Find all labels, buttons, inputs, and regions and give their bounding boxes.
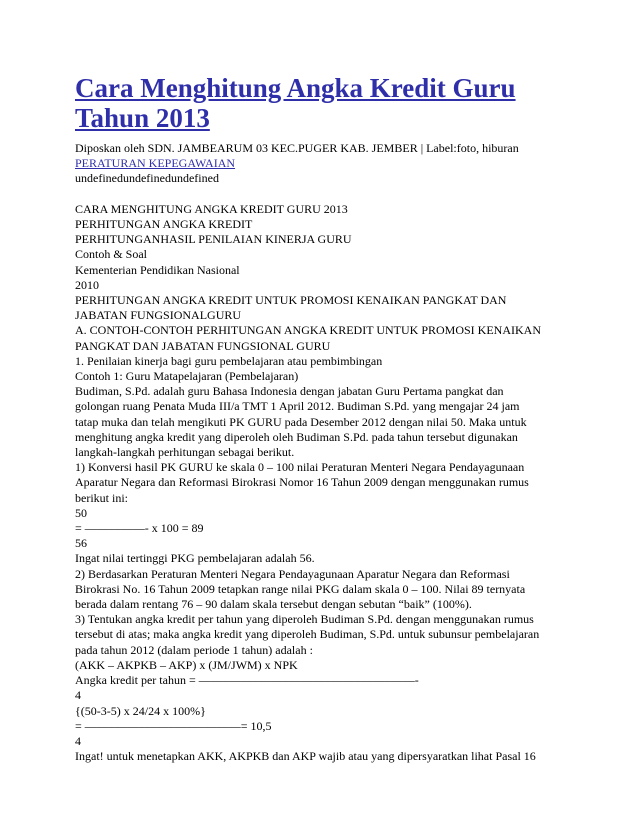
content-line: 50	[75, 505, 87, 520]
content-line: 4	[75, 688, 81, 703]
content-line: Contoh & Soal	[75, 247, 148, 262]
content-line: Contoh 1: Guru Matapelajaran (Pembelajaran)	[75, 369, 299, 384]
content-line: A. CONTOH-CONTOH PERHITUNGAN ANGKA KREDIT UNTUK PROMOSI KENAIKAN	[75, 323, 542, 338]
content-line: Budiman, S.Pd. adalah guru Bahasa Indonesia dengan jabatan Guru Pertama pangkat dan	[75, 384, 504, 399]
content-line: Angka kredit per tahun = ——–——–——–———–——–——–——-	[75, 673, 419, 688]
content-line: PERHITUNGAN ANGKA KREDIT	[75, 217, 253, 231]
content-line: JABATAN FUNGSIONALGURU	[75, 308, 242, 323]
content-line: = ——––——- x 100 = 89	[75, 521, 204, 536]
content-line: 56	[75, 536, 87, 551]
content-line: Birokrasi No. 16 Tahun 2009 tetapkan range nilai PKG dalam skala 0 – 100. Nilai 89 ternyata	[75, 581, 526, 596]
blog-post	[75, 73, 575, 764]
spacer	[75, 187, 575, 202]
content-line: PANGKAT DAN JABATAN FUNGSIONAL GURU	[75, 338, 331, 353]
content-line: golongan ruang Penata Muda III/a TMT 1 April 2012. Budiman S.Pd. yang mengajar 24 jam	[75, 399, 520, 414]
content-line: pada tahun 2012 (dalam periode 1 tahun) adalah :	[75, 642, 313, 657]
post-body	[75, 141, 575, 764]
content-line: 2) Berdasarkan Peraturan Menteri Negara Pendayagunaan Aparatur Negara dan Reformasi	[75, 566, 510, 581]
content-line: Ingat nilai tertinggi PKG pembelajaran adalah 56.	[75, 551, 315, 566]
content-line: {(50-3-5) x 24/24 x 100%}	[75, 703, 206, 718]
content-line: PERHITUNGAN ANGKA KREDIT UNTUK PROMOSI KENAIKAN PANGKAT DAN	[75, 293, 507, 308]
content-line: CARA MENGHITUNG ANGKA KREDIT GURU 2013	[75, 201, 348, 216]
content-line: tatap muka dan telah mengikuti PK GURU pada Desember 2012 dengan nilai 50. Maka untuk	[75, 414, 527, 429]
undefined-text: undefinedundefinedundefined	[75, 171, 219, 186]
content-line: = ——–——–——–——–———= 10,5	[75, 718, 272, 733]
post-title[interactable]: Cara Menghitung Angka Kredit Guru Tahun 2013	[75, 73, 516, 133]
content-line: PERHITUNGANHASIL PENILAIAN KINERJA GURU	[75, 232, 352, 247]
content-line: 4	[75, 733, 81, 748]
content-line: Aparatur Negara dan Reformasi Birokrasi Nomor 16 Tahun 2009 dengan menggunakan rumus	[75, 475, 529, 490]
content-line: tersebut di atas; maka angka kredit yang diperoleh Budiman, S.Pd. untuk subunsur pembelajaran	[75, 627, 540, 642]
post-content	[75, 202, 575, 765]
post-meta: Diposkan oleh SDN. JAMBEARUM 03 KEC.PUGER KAB. JEMBER | Label:foto, hiburan	[75, 141, 519, 155]
content-line: langkah-langkah perhitungan sebagai berikut.	[75, 445, 295, 460]
label-link[interactable]: PERATURAN KEPEGAWAIAN	[75, 156, 236, 171]
content-line: 1) Konversi hasil PK GURU ke skala 0 – 100 nilai Peraturan Menteri Negara Pendayagunaan	[75, 460, 525, 475]
content-line: 3) Tentukan angka kredit per tahun yang diperoleh Budiman S.Pd. dengan menggunakan rumus	[75, 612, 534, 627]
content-line: berikut ini:	[75, 490, 128, 505]
content-line: 1. Penilaian kinerja bagi guru pembelajaran atau pembimbingan	[75, 353, 383, 368]
content-line: Ingat! untuk menetapkan AKK, AKPKB dan AKP wajib atau yang dipersyaratkan lihat Pasal 16	[75, 749, 536, 764]
content-line: berada dalam rentang 76 – 90 dalam skala tersebut dengan sebutan “baik” (100%).	[75, 597, 472, 612]
content-line: Kementerian Pendidikan Nasional	[75, 262, 240, 277]
content-line: menghitung angka kredit yang diperoleh oleh Budiman S.Pd. pada tahun tersebut digunakan	[75, 429, 518, 444]
content-line: (AKK – AKPKB – AKP) x (JM/JWM) x NPK	[75, 657, 298, 672]
content-line: 2010	[75, 277, 99, 292]
